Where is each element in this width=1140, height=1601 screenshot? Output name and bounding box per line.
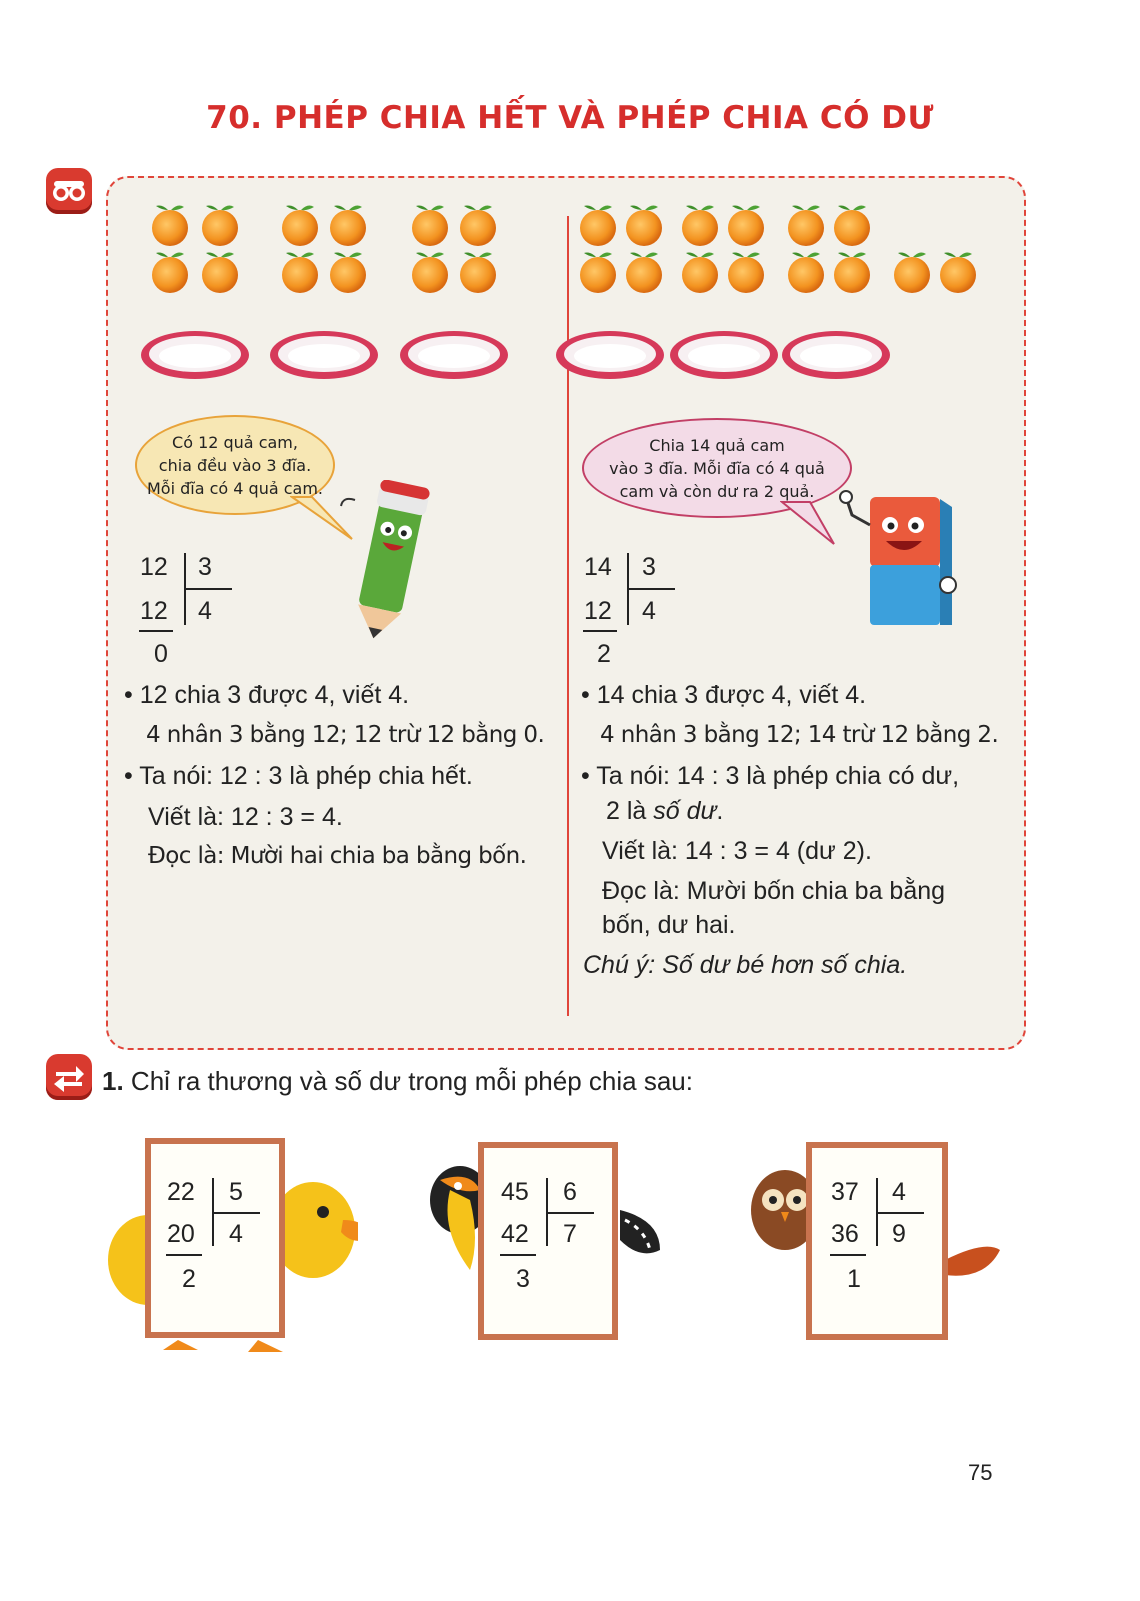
- exercise-prompt: Chỉ ra thương và số dư trong mỗi phép chia sau:: [130, 1066, 693, 1096]
- page-title: 70. PHÉP CHIA HẾT VÀ PHÉP CHIA CÓ DƯ: [206, 100, 934, 136]
- dividend: 45: [501, 1178, 529, 1206]
- product: 20: [167, 1220, 195, 1248]
- divisor: 3: [642, 553, 656, 581]
- divisor: 4: [892, 1178, 906, 1206]
- bubble-line: vào 3 đĩa. Mỗi đĩa có 4 quả: [609, 458, 825, 478]
- dividend: 37: [831, 1178, 859, 1206]
- division-bar: [627, 588, 675, 590]
- subtraction-line: [583, 630, 617, 632]
- arrows-icon: [46, 1054, 92, 1100]
- eraser-mascot-image: [830, 485, 960, 635]
- explanation-line: • 14 chia 3 được 4, viết 4.: [581, 681, 867, 709]
- quotient: 4: [229, 1220, 243, 1248]
- division-bar: [184, 588, 232, 590]
- quotient: 4: [642, 597, 656, 625]
- remainder: 0: [154, 640, 168, 668]
- note-text: Chú ý: Số dư bé hơn số chia.: [583, 951, 908, 979]
- dividend: 12: [140, 553, 168, 581]
- division-bar: [212, 1212, 260, 1214]
- remainder: 2: [597, 640, 611, 668]
- subtraction-line: [500, 1254, 536, 1256]
- divisor: 3: [198, 553, 212, 581]
- explanation-line: [606, 797, 723, 826]
- explanation-line: 4 nhân 3 bằng 12; 14 trừ 12 bằng 2.: [600, 722, 999, 748]
- pencil-mascot-image: [335, 480, 445, 640]
- subtraction-line: [830, 1254, 866, 1256]
- division-card: [145, 1138, 285, 1338]
- text-segment: 2 là: [606, 797, 654, 825]
- explanation-line: Đọc là: Mười hai chia ba bằng bốn.: [148, 843, 527, 869]
- dividend: 22: [167, 1178, 195, 1206]
- division-bar: [876, 1212, 924, 1214]
- dividend: 14: [584, 553, 612, 581]
- explanation-line: Đọc là: Mười bốn chia ba bằng: [602, 877, 946, 905]
- term-remainder: số dư: [653, 797, 717, 825]
- subtraction-line: [166, 1254, 202, 1256]
- divisor: 5: [229, 1178, 243, 1206]
- division-bar: [546, 1212, 594, 1214]
- explanation-line: • Ta nói: 12 : 3 là phép chia hết.: [124, 762, 473, 790]
- page-number: 75: [968, 1460, 993, 1485]
- product: 12: [140, 597, 168, 625]
- explanation-line: • Ta nói: 14 : 3 là phép chia có dư,: [581, 762, 960, 790]
- exercise-number: 1.: [102, 1066, 124, 1096]
- divisor: 6: [563, 1178, 577, 1206]
- text-segment: .: [716, 797, 724, 825]
- subtraction-line: [139, 630, 173, 632]
- bubble-line: Chia 14 quả cam: [649, 435, 785, 455]
- explanation-line: Viết là: 12 : 3 = 4.: [148, 803, 343, 831]
- product: 12: [584, 597, 612, 625]
- quotient: 9: [892, 1220, 906, 1248]
- product: 42: [501, 1220, 529, 1248]
- division-card: [478, 1142, 618, 1340]
- bubble-line: chia đều vào 3 đĩa.: [158, 455, 312, 475]
- explanation-line: bốn, dư hai.: [602, 911, 736, 939]
- explanation-line: • 12 chia 3 được 4, viết 4.: [124, 681, 410, 709]
- bubble-line: Mỗi đĩa có 4 quả cam.: [146, 478, 323, 498]
- explanation-line: 4 nhân 3 bằng 12; 12 trừ 12 bằng 0.: [146, 722, 545, 748]
- binoculars-icon: [46, 168, 92, 214]
- remainder: 3: [516, 1265, 530, 1293]
- remainder: 2: [182, 1265, 196, 1293]
- bubble-line: cam và còn dư ra 2 quả.: [619, 481, 815, 501]
- explanation-line: Viết là: 14 : 3 = 4 (dư 2).: [602, 837, 872, 865]
- remainder: 1: [847, 1265, 861, 1293]
- exercise-heading: [102, 1066, 693, 1097]
- oranges-and-plates-illustration: [120, 195, 1020, 395]
- product: 36: [831, 1220, 859, 1248]
- quotient: 7: [563, 1220, 577, 1248]
- bubble-line: Có 12 quả cam,: [172, 432, 298, 452]
- quotient: 4: [198, 597, 212, 625]
